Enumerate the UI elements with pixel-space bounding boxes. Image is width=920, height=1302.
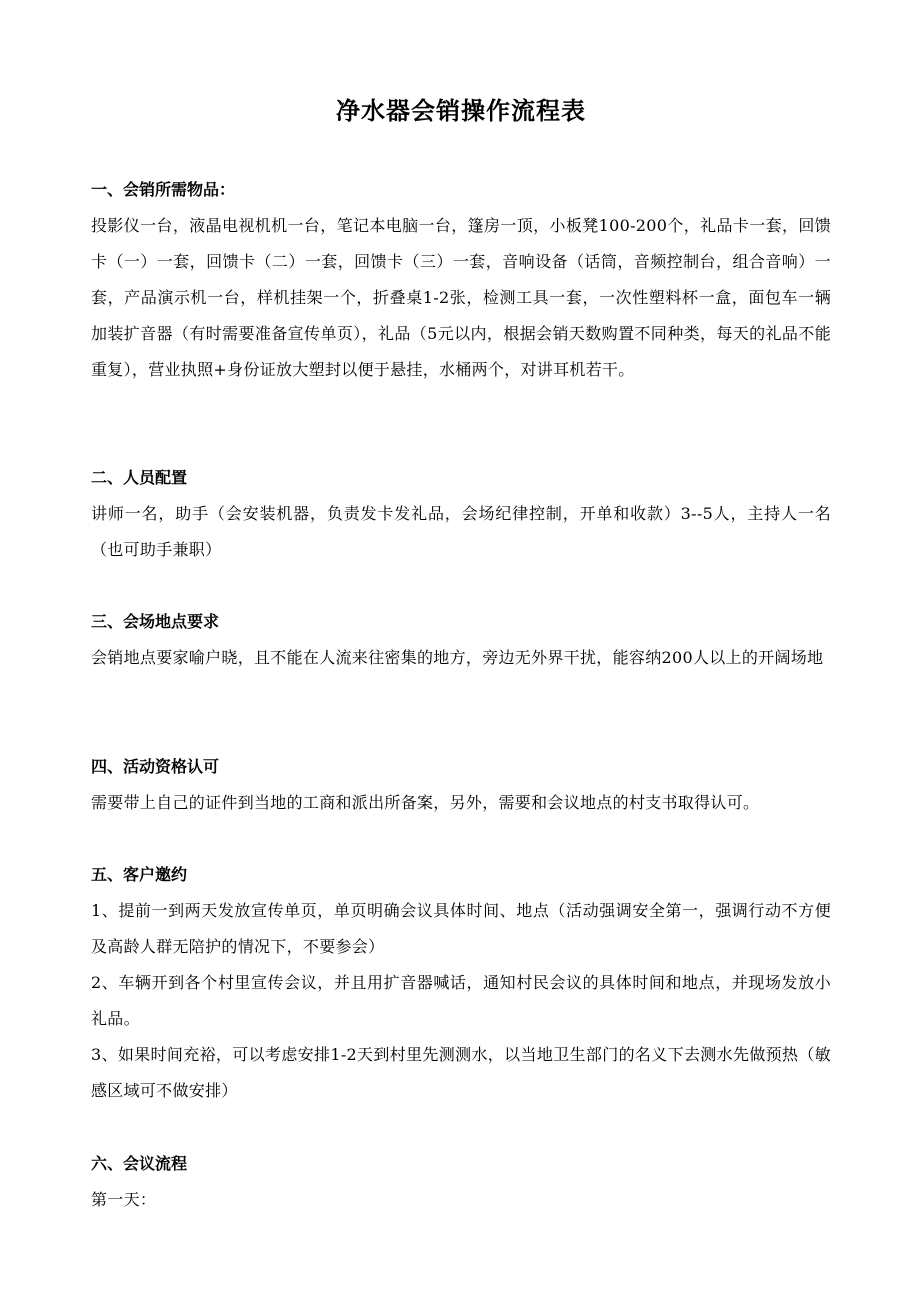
section-heading: 六、会议流程 [91, 1154, 188, 1173]
section-paragraph: 1、提前一到两天发放宣传单页，单页明确会议具体时间、地点（活动强调安全第一，强调行动不方便及高龄人群无陪护的情况下，不要参会） [91, 901, 831, 956]
section-heading: 四、活动资格认可 [91, 757, 220, 776]
section-activity-approval [91, 749, 831, 821]
section-paragraph: 会销地点要家喻户晓，且不能在人流来往密集的地方，旁边无外界干扰，能容纳200人以上的开阔场地 [91, 648, 824, 667]
section-paragraph: 3、如果时间充裕，可以考虑安排1-2天到村里先测测水，以当地卫生部门的名义下去测水先做预热（敏感区域可不做安排） [91, 1045, 831, 1100]
section-heading: 五、客户邀约 [91, 865, 188, 884]
section-venue-requirements [91, 604, 831, 676]
section-staffing [91, 460, 831, 568]
section-heading: 一、会销所需物品： [91, 180, 236, 199]
section-heading: 二、人员配置 [91, 468, 188, 487]
section-paragraph: 2、车辆开到各个村里宣传会议，并且用扩音器喊话，通知村民会议的具体时间和地点，并现场发放小礼品。 [91, 973, 831, 1028]
section-paragraph: 需要带上自己的证件到当地的工商和派出所备案，另外，需要和会议地点的村支书取得认可。 [91, 793, 760, 812]
section-paragraph: 第一天： [91, 1190, 157, 1209]
section-paragraph: 讲师一名，助手（会安装机器，负责发卡发礼品，会场纪律控制，开单和收款）3--5人，主持人一名（也可助手兼职） [91, 504, 831, 559]
section-customer-invitation [91, 857, 831, 1109]
document-title: 净水器会销操作流程表 [336, 96, 586, 125]
section-meeting-process [91, 1146, 831, 1218]
section-items-needed [91, 172, 831, 388]
section-paragraph: 投影仪一台，液晶电视机机一台，笔记本电脑一台，篷房一顶，小板凳100-200个，礼品卡一套，回馈卡（一）一套，回馈卡（二）一套，回馈卡（三）一套，音响设备（话筒，音频控制台，组合音响）一套，产品演示机一台，样机挂架一个，折叠桌1-2张，检测工具一套，一次性塑料杯一盒，面包车一辆加装扩音器（有时需要准备宣传单页），礼品（5元以内，根据会销天数购置不同种类，每天的礼品不能重复），营业执照+身份证放大塑封以便于悬挂，水桶两个，对讲耳机若干。 [91, 216, 831, 379]
section-heading: 三、会场地点要求 [91, 612, 220, 631]
